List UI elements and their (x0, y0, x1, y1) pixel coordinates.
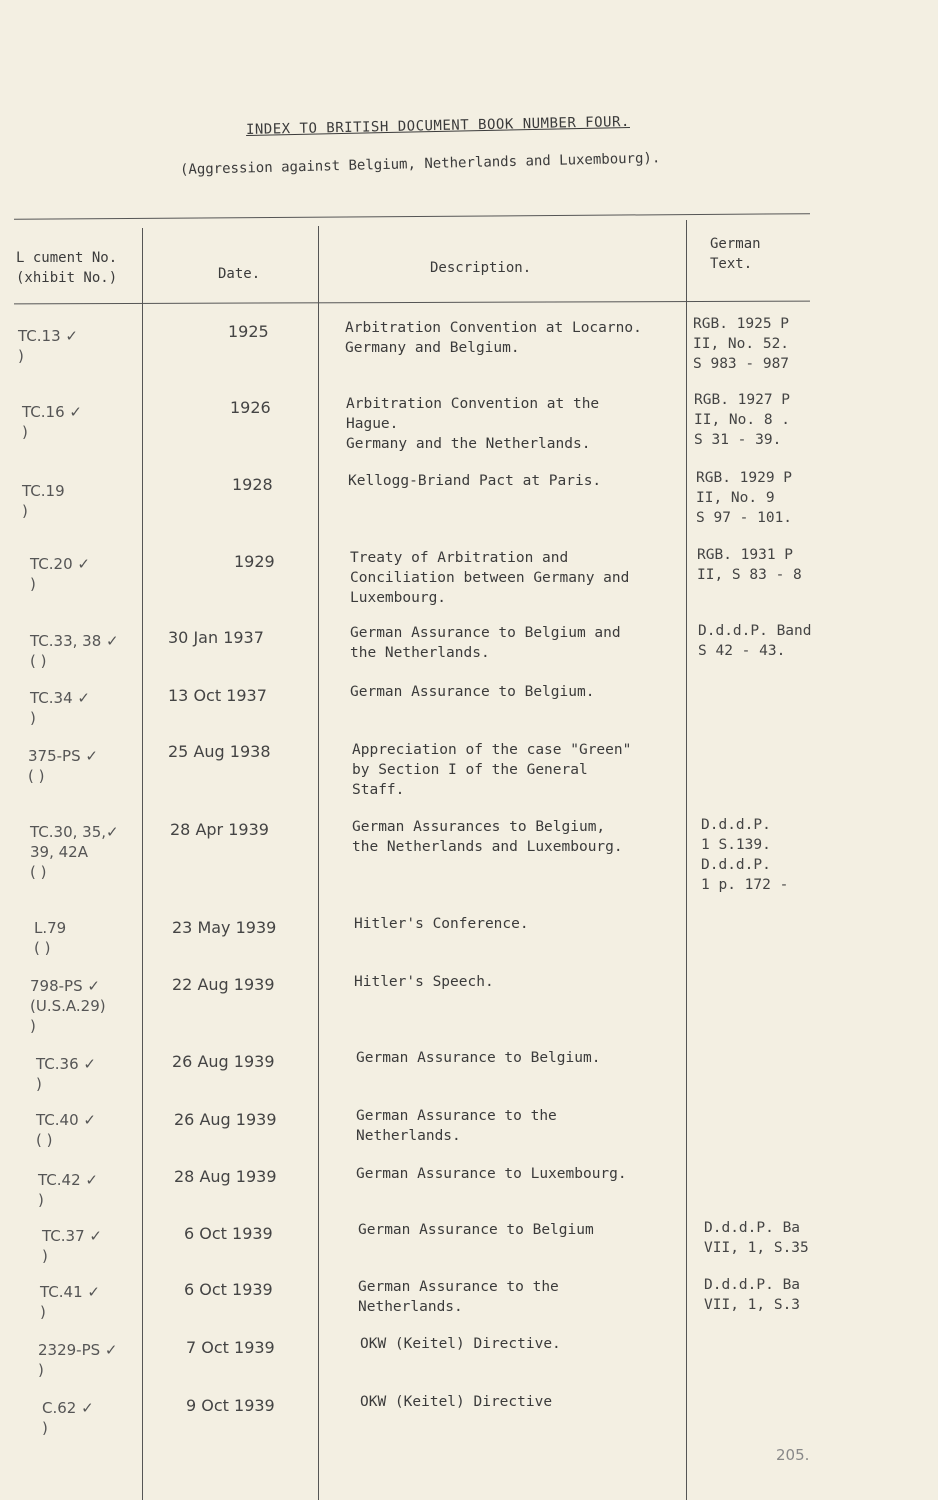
row-doc: TC.20 ✓ ) (30, 555, 90, 593)
row-desc: German Assurance to Belgium (358, 1222, 594, 1238)
row-date: 13 Oct 1937 (168, 686, 267, 705)
row-desc: German Assurance to Belgium and the Netherlands. (350, 625, 621, 661)
row-date: 26 Aug 1939 (174, 1110, 277, 1129)
row-date: 23 May 1939 (172, 918, 277, 937)
row-date: 1926 (230, 398, 271, 417)
row-doc: TC.33, 38 ✓ ( ) (30, 632, 119, 670)
row-desc: Arbitration Convention at the Hague. Germany and the Netherlands. (346, 396, 600, 452)
row-german: D.d.d.P. Ba VII, 1, S.3 (704, 1277, 801, 1313)
row-desc: German Assurance to the Netherlands. (358, 1279, 559, 1315)
row-doc: TC.34 ✓ ) (30, 689, 90, 727)
row-german: D.d.d.P. 1 S.139. D.d.d.P. 1 p. 172 - (701, 817, 789, 893)
row-date: 25 Aug 1938 (168, 742, 271, 761)
header-document: L cument No. (xhibit No.) (16, 250, 118, 286)
row-doc: TC.16 ✓ ) (22, 403, 82, 441)
row-doc: TC.37 ✓ ) (42, 1227, 102, 1265)
row-desc: Arbitration Convention at Locarno. Germany and Belgium. (345, 320, 642, 356)
row-date: 1925 (228, 322, 269, 341)
row-date: 7 Oct 1939 (186, 1338, 275, 1357)
row-desc: German Assurances to Belgium, the Netherlands and Luxembourg. (352, 819, 623, 855)
row-desc: German Assurance to Belgium. (350, 684, 595, 700)
row-doc: 798-PS ✓ (U.S.A.29) ) (30, 977, 106, 1035)
row-desc: German Assurance to the Netherlands. (356, 1108, 557, 1144)
row-doc: TC.42 ✓ ) (38, 1171, 98, 1209)
row-doc: TC.30, 35,✓ 39, 42A ( ) (30, 823, 119, 881)
row-date: 6 Oct 1939 (184, 1280, 273, 1299)
row-desc: Hitler's Conference. (354, 916, 529, 932)
row-german: D.d.d.P. Ba VII, 1, S.35 (704, 1220, 809, 1256)
row-date: 9 Oct 1939 (186, 1396, 275, 1415)
row-desc: German Assurance to Belgium. (356, 1050, 601, 1066)
row-doc: 375-PS ✓ ( ) (28, 747, 98, 785)
row-date: 6 Oct 1939 (184, 1224, 273, 1243)
index-subtitle: (Aggression against Belgium, Netherlands and Luxembourg). (179, 150, 661, 178)
row-german: RGB. 1927 P II, No. 8 . S 31 - 39. (694, 392, 791, 448)
row-german: RGB. 1929 P II, No. 9 S 97 - 101. (696, 470, 793, 526)
row-doc: TC.19 ) (22, 482, 65, 520)
table-top-rule (14, 213, 810, 220)
row-doc: C.62 ✓ ) (42, 1399, 94, 1437)
col-divider-1 (142, 228, 143, 1500)
row-desc: German Assurance to Luxembourg. (356, 1166, 627, 1182)
row-doc: TC.41 ✓ ) (40, 1283, 100, 1321)
row-date: 22 Aug 1939 (172, 975, 275, 994)
table-header-rule (14, 301, 810, 305)
index-title: INDEX TO BRITISH DOCUMENT BOOK NUMBER FOUR. (245, 113, 631, 138)
row-date: 28 Apr 1939 (170, 820, 269, 839)
row-date: 1929 (234, 552, 275, 571)
row-german: D.d.d.P. Band S 42 - 43. (698, 623, 812, 659)
row-date: 1928 (232, 475, 273, 494)
row-date: 30 Jan 1937 (168, 628, 264, 647)
row-doc: 2329-PS ✓ ) (38, 1341, 118, 1379)
header-german: German Text. (710, 236, 761, 272)
row-desc: Kellogg-Briand Pact at Paris. (348, 473, 602, 489)
row-desc: Appreciation of the case "Green" by Section I of the General Staff. (352, 742, 632, 798)
row-doc: L.79 ( ) (34, 919, 67, 957)
header-date: Date. (218, 266, 261, 282)
col-divider-3 (686, 220, 687, 1500)
row-desc: OKW (Keitel) Directive (360, 1394, 553, 1410)
col-divider-2 (318, 226, 319, 1500)
row-date: 26 Aug 1939 (172, 1052, 275, 1071)
row-desc: OKW (Keitel) Directive. (360, 1336, 561, 1352)
row-desc: Hitler's Speech. (354, 974, 494, 990)
row-german: RGB. 1931 P II, S 83 - 8 (697, 547, 802, 583)
page-number: 205. (776, 1446, 810, 1464)
row-date: 28 Aug 1939 (174, 1167, 277, 1186)
header-description: Description. (430, 260, 532, 276)
row-doc: TC.40 ✓ ( ) (36, 1111, 96, 1149)
row-doc: TC.36 ✓ ) (36, 1055, 96, 1093)
row-doc: TC.13 ✓ ) (18, 327, 78, 365)
row-german: RGB. 1925 P II, No. 52. S 983 - 987 (693, 316, 790, 372)
row-desc: Treaty of Arbitration and Conciliation between Germany and Luxembourg. (350, 550, 630, 606)
